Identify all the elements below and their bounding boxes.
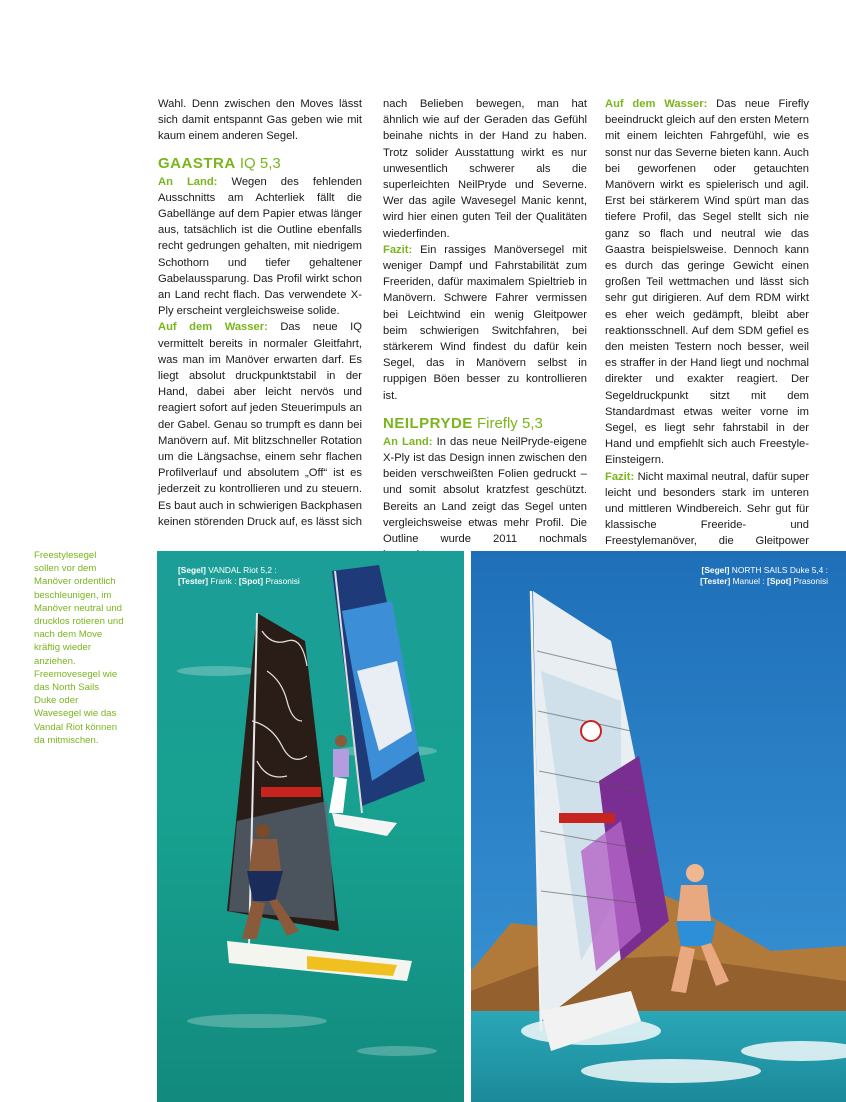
credit-value: Prasonisi: [265, 576, 300, 586]
heading-brand: NEILPRYDE: [383, 414, 473, 432]
section-heading-neilpryde: [383, 415, 587, 433]
photo-credit-right: [700, 565, 828, 587]
paragraph-text: Ein rassiges Manöversegel mit weniger Dampf und Fahrstabilität zum Freeriden, dafür maximalem Spieltrieb in Manövern. Schwere Fahrer vermissen bei Leichtwind ein wenig Gleitpower beim schwierigen Switchfahren, bei stärkerem Wind findest du dafür kein Segel, das in Manövern selbst in ruppigen Böen besser zu kontrollieren ist.: [383, 243, 588, 402]
credit-value: Prasonisi: [793, 576, 828, 586]
lead-label: Fazit:: [605, 470, 635, 483]
paragraph: [383, 434, 587, 564]
credit-label: [Spot]: [767, 576, 792, 586]
lead-label: Fazit:: [383, 243, 413, 256]
heading-brand: GAASTRA: [158, 154, 236, 172]
photo-north-sails-duke: [471, 551, 846, 1102]
credit-value: Frank: [210, 576, 232, 586]
photo-vandal-riot: [157, 551, 464, 1102]
credit-value: Manuel: [732, 576, 761, 586]
paragraph: [605, 96, 809, 469]
heading-model: Firefly 5,3: [476, 414, 543, 432]
heading-model: IQ 5,3: [239, 154, 281, 172]
windsurf-photo-left: [157, 551, 464, 1102]
paragraph: [158, 174, 362, 320]
credit-line: [Segel] VANDAL Riot 5,2 :: [178, 565, 277, 575]
paragraph-text: In das neue NeilPryde-eigene X-Ply ist das Design innen zwischen den beiden verschweißten Folien gedruckt – und somit absolut kratzfest geschützt. Bereits an Land zeigt das Segel unten vergleichsweise etwas mehr Profil. Die Outline wurde 2011 nochmals: [383, 435, 587, 546]
article-column-2: [383, 96, 587, 563]
credit-value: NORTH SAILS Duke 5,4: [731, 565, 824, 575]
credit-label: [Spot]: [238, 576, 264, 586]
lead-label: An Land:: [383, 435, 433, 448]
credit-line: [Tester] Manuel : [Spot] Prasonisi: [700, 576, 828, 586]
article-column-1: [158, 96, 362, 530]
credit-label: [Segel]: [178, 565, 206, 575]
windsurf-photo-right: [471, 551, 846, 1102]
paragraph-text: Das neue IQ vermittelt bereits in normaler Gleitfahrt, was man im Manöver erwarten darf. Es liegt absolut druckpunktstabil in der Hand, dabei aber leicht nervös und reagiert sofort auf jeden Steuerimpuls an der Gabel. Genau so trumpft es dann bei Manövern auf. Mit blitzschneller Rotation um die Längsachse, einem sehr flachen Profilverlauf und absolutem „Off“ ist es jederzeit zu kontrollieren und zu steuern. Es baut auch in schwierigen Backphasen keinen störenden Druck auf, es lässt sich: [158, 321, 362, 528]
article-column-3: [605, 96, 809, 566]
lead-label: An Land:: [158, 175, 218, 188]
credit-value: VANDAL Riot 5,2: [208, 565, 273, 575]
paragraph-text: Das neue Firefly beeindruckt gleich auf den ersten Metern mit einem leichten Fahrgefühl, wie es sonst nur das Severne bieten kann. Auch bei geworfenen oder getauchten Manövern wirkt es spielerisch und agil. Erst bei stärkerem Wind spürt man das tiefere Profil, das Segel stellt sich nie ganz so flach und neutral wie das Gaastra beispielsweise. Dennoch kann es durch das geringe Gewicht einen großen Teil wettmachen und lässt sich sehr gut dirigieren. Auf dem RDM wirkt es eher weich gedämpft, bleibt aber reaktionsschnell. Auf dem SDM gefiel es den meisten Testern noch besser, weil es straffer in der Hand liegt und nochmal direkter und exakter reagiert. Der Segeldruckpunkt sitzt mit dem Standardmast etwas weiter vorne im Segel, es liegt sehr fahrstabil in der Hand und empfiehlt sich auch Freestyle-Einsteigern.: [605, 98, 809, 467]
paragraph-text: Nicht maximal neutral, dafür super leicht und besonders stark im unteren und mittleren Windbereich. Sehr gut für klassische Freeride- und Freestylemanöver, die Gleitpower: [605, 470, 810, 548]
section-heading-gaastra: [158, 155, 362, 173]
credit-label: [Tester]: [178, 576, 209, 586]
credit-label: [Tester]: [700, 576, 731, 586]
lead-label: Auf dem Wasser:: [605, 98, 708, 110]
paragraph: Wahl. Denn zwischen den Moves lässt sich damit entspannt Gas geben wie mit kaum einem anderen Segel.: [158, 98, 362, 143]
photo-credit-left: [178, 565, 300, 587]
photo-caption: Freestylesegel sollen vor dem Manöver ordentlich beschleunigen, im Manöver neutral und drucklos rotieren und nach dem Move kräftig wieder anziehen. Freemovesegel wie das North Sails Duke oder Wavesegel wie das Vandal Riot können da mitmischen.: [34, 550, 124, 746]
credit-line: [Tester] Frank : [Spot] Prasonisi: [178, 576, 300, 586]
credit-label: [Segel]: [701, 565, 730, 575]
lead-label: Auf dem Wasser:: [158, 321, 268, 334]
paragraph: nach Belieben bewegen, man hat ähnlich wie auf der Geraden das Gefühl beinahe nichts in der Hand zu haben. Trotz solider Ausstattung wirkt es nur unwesentlich schwerer als die superleichten NeilPryde und Severne. Wer das agile Wavesegel Manic kennt, wird hier einen guten Teil der Qualitäten wiederfinden.: [383, 98, 587, 240]
paragraph: [158, 319, 362, 530]
credit-line: [Segel] NORTH SAILS Duke 5,4 :: [701, 565, 828, 575]
paragraph: [383, 242, 587, 404]
paragraph-text: Wegen des fehlenden Ausschnitts am Achterliek fällt die Gabellänge auf dem Papier etwas länger aus, tatsächlich ist die Outline ebenfalls recht gedrungen gehalten, mit niedrigem Schothorn und tiefer gehaltener Gabelaussparung. Das Profil wirkt schon an Land recht flach. Das verwendete X-Ply erscheint vergleichsweise solide.: [158, 175, 362, 318]
